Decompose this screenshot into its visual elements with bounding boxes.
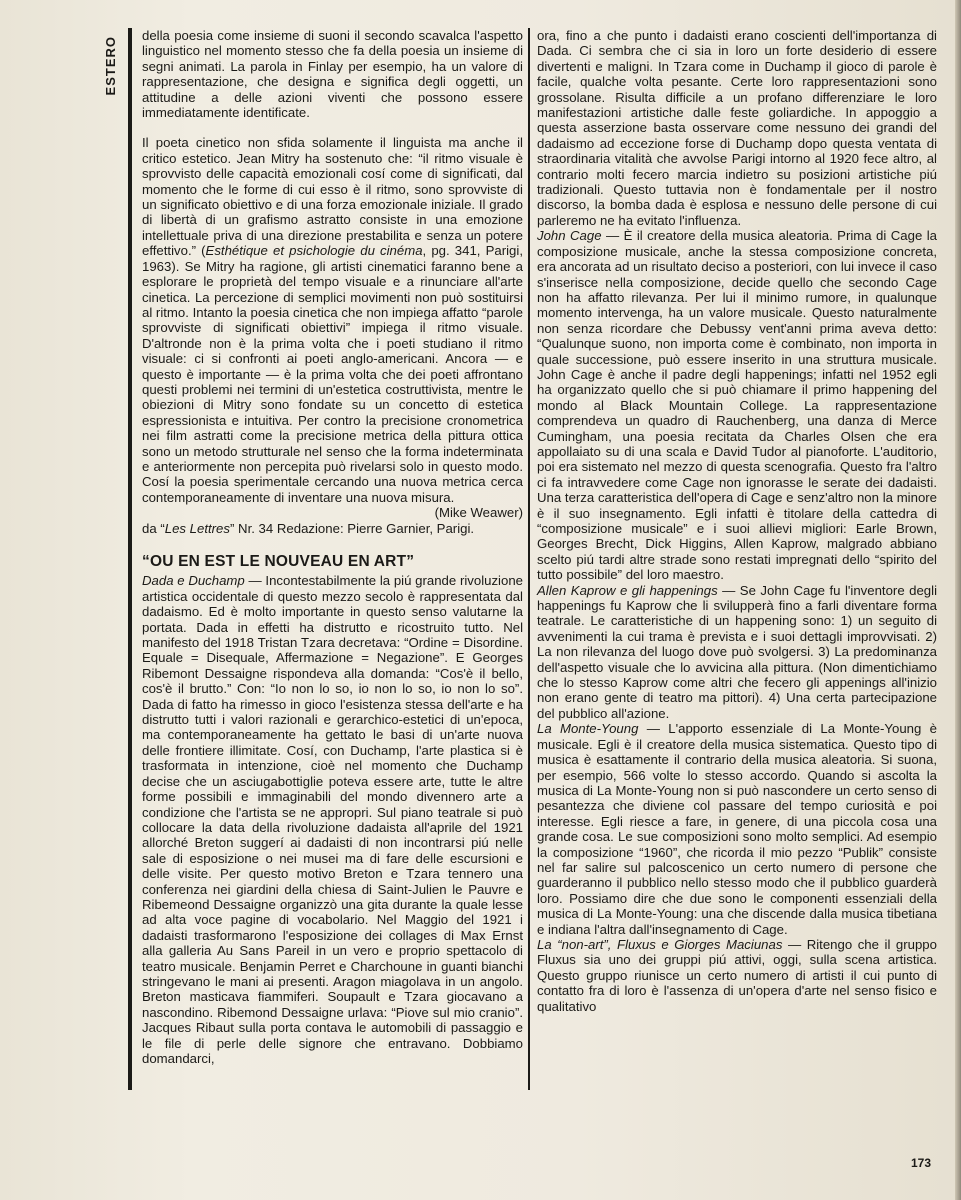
subsection-title: La Monte-Young	[537, 721, 639, 737]
subsection-title: Dada e Duchamp	[142, 573, 245, 589]
paragraph-text: Il poeta cinetico non sfida solamente il linguista ma anche il critico estetico. Jean Mitry ha sostenuto che: “il ritmo visuale è sprovvisto delle capacità emozionali cosí come di significati, dal momento che le forme di cui esso è il ritmo, sono sprovviste di un significato obiettivo e di una forza emozionale iniziale. Il grado di libertà di un grafismo astratto consiste in una emozione intellettuale priva di una direzione prestabilita e senza un potere effettivo.” (	[142, 135, 523, 259]
source-text: ” Nr. 34 Redazione: Pierre Garnier, Parigi.	[229, 520, 475, 536]
subsection-title: non-art	[561, 936, 604, 952]
article-heading: “OU EN EST LE NOUVEAU EN ART”	[142, 553, 415, 570]
paragraph: della poesia come insieme di suoni il secondo scavalca l'aspetto linguistico nel momento stesso che fa della poesia un insieme di segni animati. La parola in Finlay per esempio, ha un valore di rappresentazione, che designa e significa degli oggetti, un attitudine a delle azioni viventi che possono essere immediatamente identificate.	[142, 28, 523, 121]
paragraph	[142, 573, 523, 1066]
paragraph: ora, fino a che punto i dadaisti erano coscienti dell'importanza di Dada. Ci sembra che ci sia in loro un forte desiderio di essere divertenti e maligni. In Tzara come in Duchamp il gioco di parole è facile, qualche volta pesante. Certe loro rappresentazioni sono grossolane. Risulta difficile a un profano differenziare le loro manifestazioni artistiche dalle feste goliardiche. In appoggio a questa asserzione basta osservare come nessuno dei grandi del dadaismo ad eccezione forse di Duchamp dopo questa ventata di straordinaria vitalità che avvolse Parigi intorno al 1920 fece altro, al contrario molti fecero marcia indietro su posizioni artistiche piú tradizionali. Questo tuttavia non è fondamentale per il nostro discorso, la bomba dada è esplosa e nessuno delle persone di cui parleremo ne ha evitato l'influenza.	[537, 28, 937, 228]
page-number: 173	[911, 1156, 932, 1170]
right-column	[537, 28, 937, 1014]
paragraph-text: , pg. 341, Parigi, 1963). Se Mitry ha ragione, gli artisti cinematici faranno bene a esplorare le proprietà del tempo visuale e a rinunciare all'arte cinetica. La percezione di semplici movimenti non può sostituirsi al ritmo. Intanto la poesia cinetica che non impiega affatto “parole sprovviste di significati obiettivi” impiega il ritmo visuale. D'altronde non è la prima volta che i poeti studiano il ritmo visuale: ci si confronti ai poeti anglo-americani. Ancora — e questo è importante — è la prima volta che dei poeti affrontano questi problemi nei termini di un'estetica costruttivista, mentre le obiezioni di Mitry sono fondate su un concetto di estetica espressionista e intuitiva. Per contro la precisione cronometrica nei film astratti come la precisione metrica della pittura ottica sono un metodo strutturale nel senso che la forma indeterminata e anteriormente non percepita può rivelarsi solo in questo modo. Cosí la poesia sperimentale cercando una nuova metrica cerca contemporaneamente di inventare una nuova misura.	[142, 243, 523, 505]
paragraph-text: — Ritengo che il gruppo Fluxus sia uno dei gruppi piú attivi, oggi, sulla scena artistica. Questo gruppo riunisce un certo numero di artisti il cui punto di contatto fra di loro è l'assenza di un'opera d'arte nel senso fisico e qualitativo	[537, 936, 937, 1014]
paragraph-text: — È il creatore della musica aleatoria. Prima di Cage la composizione musicale, anche la stessa composizione concreta, era ancorata ad un risultato deciso a posteriori, con lui invece il caso s'inserisce nella composizione, decide quello che secondo Cage non ha affatto rilevanza. Per lui il minimo rumore, in qualunque momento intervenga, ha un valore musicale. Questo naturalmente non senza ricordare che Debussy vent'anni prima aveva detto: “Qualunque suono, non importa come è combinato, non importa in quale successione, può essere inserito in una struttura musicale. John Cage è anche il padre degli happenings; infatti nel 1952 egli ha organizzato quello che si può chiamare il primo happening del mondo al Black Mountain College. La rappresentazione comprendeva un quadro di Rauchenberg, una danza di Merce Cumingham, una poesia recitata da Charles Olsen che era appollaiato su di una scala e David Tudor al pianoforte. L'auditorio, poi era sistemato nel mezzo di questa scenografia. Questo fra l'altro ci fa intravvedere come Cage non ignorasse le serate dei dadaisti. Una terza caratteristica dell'opera di Cage e senz'altro non la minore è il suo insegnamento. Egli infatti è titolare della cattedra di “composizione musicale” e i suoi allievi migliori: Earle Brown, Georges Brecht, Dick Higgins, Allen Kaprow, malgrado abbiano scelto piú tardi altre strade sono restati impregnati dello “spirito del tutto possibile” del loro maestro.	[537, 228, 937, 583]
paragraph	[537, 937, 937, 1014]
paragraph-text: — L'apporto essenziale di La Monte-Young è musicale. Egli è il creatore della musica sistematica. Questo tipo di musica è esattamente il contrario della musica aleatoria. Si suona, per esempio, 566 volte lo stesso accordo. Quando si ascolta la musica di La Monte-Young non si può nascondere un certo senso di pesantezza che diviene col passare del tempo curiosità e poi interesse. Egli riesce a fare, in genere, di una piccola cosa una grande cosa. Le sue composizioni sono molto semplici. Ad esempio la composizione “1960”, che ricorda il mio pezzo “Publik” consiste nel far salire sul palcoscenico un certo numero di persone che guarderanno il pubblico nello stesso modo che il pubblico guarderà loro. Possiamo dire che due sono le componenti essenziali della musica di La Monte-Young: una che discende dalla musica tibetiana e indiana l'altra dall'insegnamento di Cage.	[537, 721, 937, 937]
subsection-title-sep: ”,	[603, 936, 618, 952]
page-binding-shadow	[955, 0, 961, 1200]
citation-title: Esthétique et psichologie du cinéma	[205, 243, 423, 259]
column-divider-rule	[528, 28, 530, 1090]
source-text: da “	[142, 520, 165, 536]
author-signature: (Mike Weawer)	[434, 505, 523, 521]
subsection-title: Allen Kaprow e gli happenings	[537, 582, 718, 598]
left-column	[142, 28, 523, 1066]
subsection-title: Fluxus e Giorges Maciunas	[617, 936, 783, 952]
subsection-title-prefix: La “	[537, 936, 562, 952]
left-margin-rule	[128, 28, 132, 1090]
subsection-title: John Cage	[537, 228, 602, 244]
paragraph-text: — Se John Cage fu l'inventore degli happenings fu Kaprow che li svilupperà fino a farli diventare forma teatrale. Le caratteristiche di un happening sono: 1) un seguito di avvenimenti la cui trama è prevista e i suoi dettagli improvvisati. 2) La non rilevanza del luogo dove può svolgersi. 3) La predominanza dell'aspetto visuale che lo avvicina alla pittura. (Non dimentichiamo che lo stesso Kaprow come altri che fecero gli appenings all'inizio non erano gente di teatro ma pittori). 4) Una certa partecipazione del pubblico all'azione.	[537, 582, 937, 721]
paragraph-text: — Incontestabilmente la piú grande rivoluzione artistica occidentale di questo mezzo secolo è rappresentata dal dadaismo. Ed è molto importante in questo senso valutarne la portata. Dada in effetti ha distrutto e ricostruito tutto. Nel manifesto del 1918 Tristan Tzara decretava: “Ordine = Disordine. Equale = Disequale, Affermazione = Negazione”. E Georges Ribemont Dessaigne rispondeva alla domanda: “Cos'è il bello, cos'è il brutto.” Con: “Io non lo so, io non lo so, io non lo so”. Dada di fatto ha rimesso in gioco l'esistenza stessa dell'arte e ha distrutto tutti i valori razionali e gerarchico-estetici di un'epoca, ma contemporaneamente ha gettato le basi di un'arte nuova delle frontiere illimitate. Cosí, con Duchamp, l'arte plastica si è trasformata in intenzione, cioè nel momento che Duchamp decise che un asciugabottiglie poteva essere arte, tutte le altre forme possibili e immaginabili del mondo divennero arte a condizione che l'artista se ne appropri. Sul piano teatrale si può collocare la data della rivoluzione dadaista all'aprile del 1921 allorché Breton suggerí ai dadaisti di non incontrarsi piú nelle sale di esposizione o nei musei ma di fare delle escursioni e delle visite. Per questo motivo Breton e Tzara tennero una conferenza nei giardini della chiesa di Saint-Julien le Pauvre e Ribemeond Dessaigne organizzò una gita durante la quale lesse ad alta voce pagine di vocabolario. Nel Maggio del 1921 i dadaisti trasformarono l'esposizione dei collages di Max Ernst alla galleria Au Sans Pareil in un vero e proprio spettacolo di teatro musicale. Benjamin Perret e Charchoune in guanti bianchi stringevano le mani ai presenti. Aragon miagolava in un angolo. Breton masticava fiammiferi. Soupault e Tzara giocavano a nascondino. Ribemond Dessaigne urlava: “Piove sul mio cranio”. Jacques Ribaut sulla porta contava le automobili di passaggio e le file di perle delle signore che entravano. Dobbiamo domandarci,	[142, 573, 523, 1066]
paragraph	[537, 228, 937, 582]
section-label: ESTERO	[103, 36, 118, 96]
source-line	[142, 521, 523, 536]
paragraph	[142, 135, 523, 505]
source-publication: Les Lettres	[164, 520, 230, 536]
paragraph	[537, 583, 937, 722]
paragraph	[537, 721, 937, 937]
